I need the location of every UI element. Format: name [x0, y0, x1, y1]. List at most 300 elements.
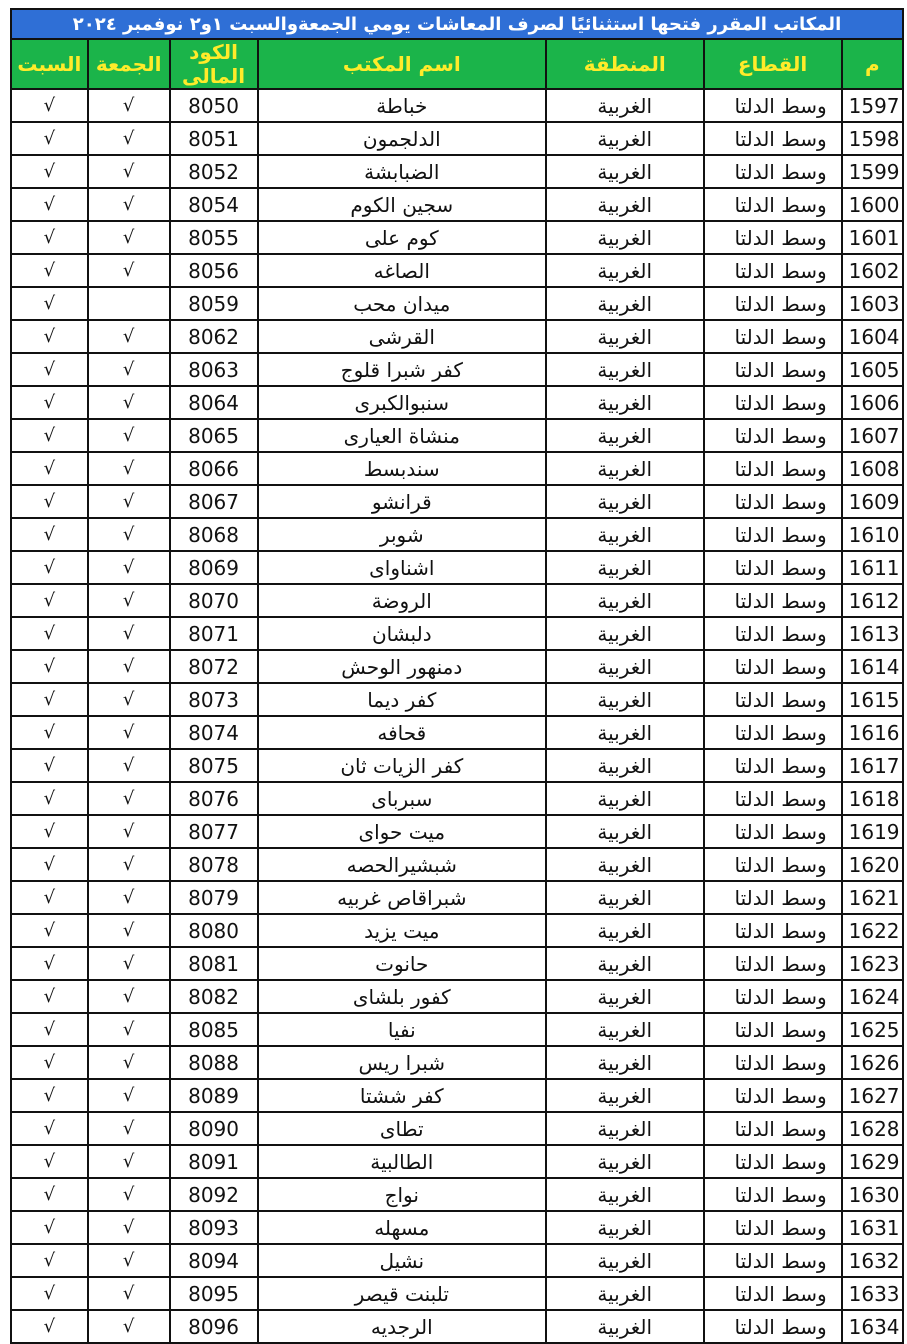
friday-check-cell: √	[88, 1211, 170, 1244]
region-cell: الغربية	[546, 485, 704, 518]
sector-cell: وسط الدلتا	[704, 320, 842, 353]
row-number: 1612	[842, 584, 903, 617]
sector-cell: وسط الدلتا	[704, 1112, 842, 1145]
region-cell: الغربية	[546, 188, 704, 221]
sector-cell: وسط الدلتا	[704, 1277, 842, 1310]
friday-check-cell: √	[88, 980, 170, 1013]
header-region: المنطقة	[546, 39, 704, 89]
office-name-cell: شبشيرالحصه	[258, 848, 546, 881]
region-cell: الغربية	[546, 1211, 704, 1244]
sector-cell: وسط الدلتا	[704, 1046, 842, 1079]
sector-cell: وسط الدلتا	[704, 89, 842, 122]
row-number: 1617	[842, 749, 903, 782]
friday-check-cell: √	[88, 89, 170, 122]
table-row	[11, 188, 903, 221]
office-name-cell: ميت يزيد	[258, 914, 546, 947]
financial-code-cell: 8066	[170, 452, 258, 485]
region-cell: الغربية	[546, 1046, 704, 1079]
sector-cell: وسط الدلتا	[704, 617, 842, 650]
sector-cell: وسط الدلتا	[704, 716, 842, 749]
office-name-cell: الطالبية	[258, 1145, 546, 1178]
region-cell: الغربية	[546, 1310, 704, 1343]
saturday-check-cell: √	[11, 980, 88, 1013]
row-number: 1622	[842, 914, 903, 947]
region-cell: الغربية	[546, 1145, 704, 1178]
header-row	[11, 39, 903, 89]
friday-check-cell: √	[88, 155, 170, 188]
sector-cell: وسط الدلتا	[704, 188, 842, 221]
table-row	[11, 1112, 903, 1145]
row-number: 1633	[842, 1277, 903, 1310]
table-body	[11, 89, 903, 1343]
row-number: 1606	[842, 386, 903, 419]
table-row	[11, 1277, 903, 1310]
financial-code-cell: 8052	[170, 155, 258, 188]
friday-check-cell: √	[88, 1112, 170, 1145]
region-cell: الغربية	[546, 89, 704, 122]
financial-code-cell: 8063	[170, 353, 258, 386]
office-name-cell: كفر الزيات ثان	[258, 749, 546, 782]
office-name-cell: كفور بلشاى	[258, 980, 546, 1013]
row-number: 1626	[842, 1046, 903, 1079]
financial-code-cell: 8078	[170, 848, 258, 881]
header-friday: الجمعة	[88, 39, 170, 89]
table-row	[11, 452, 903, 485]
table-row	[11, 1244, 903, 1277]
financial-code-cell: 8090	[170, 1112, 258, 1145]
table-row	[11, 980, 903, 1013]
saturday-check-cell: √	[11, 188, 88, 221]
office-name-cell: اشناواى	[258, 551, 546, 584]
financial-code-cell: 8095	[170, 1277, 258, 1310]
saturday-check-cell: √	[11, 1211, 88, 1244]
row-number: 1608	[842, 452, 903, 485]
region-cell: الغربية	[546, 518, 704, 551]
financial-code-cell: 8089	[170, 1079, 258, 1112]
saturday-check-cell: √	[11, 848, 88, 881]
financial-code-cell: 8070	[170, 584, 258, 617]
region-cell: الغربية	[546, 1244, 704, 1277]
row-number: 1619	[842, 815, 903, 848]
header-saturday: السبت	[11, 39, 88, 89]
sector-cell: وسط الدلتا	[704, 1211, 842, 1244]
table-row	[11, 155, 903, 188]
financial-code-cell: 8085	[170, 1013, 258, 1046]
friday-check-cell: √	[88, 584, 170, 617]
region-cell: الغربية	[546, 287, 704, 320]
financial-code-cell: 8077	[170, 815, 258, 848]
table-row	[11, 782, 903, 815]
financial-code-cell: 8059	[170, 287, 258, 320]
office-name-cell: الضبابشة	[258, 155, 546, 188]
row-number: 1615	[842, 683, 903, 716]
row-number: 1610	[842, 518, 903, 551]
friday-check-cell: √	[88, 320, 170, 353]
friday-check-cell: √	[88, 716, 170, 749]
friday-check-cell: √	[88, 617, 170, 650]
saturday-check-cell: √	[11, 1013, 88, 1046]
table-row	[11, 1178, 903, 1211]
office-name-cell: كوم على	[258, 221, 546, 254]
table-row	[11, 254, 903, 287]
row-number: 1605	[842, 353, 903, 386]
row-number: 1631	[842, 1211, 903, 1244]
table-row	[11, 815, 903, 848]
financial-code-cell: 8076	[170, 782, 258, 815]
financial-code-cell: 8071	[170, 617, 258, 650]
row-number: 1624	[842, 980, 903, 1013]
row-number: 1614	[842, 650, 903, 683]
row-number: 1629	[842, 1145, 903, 1178]
financial-code-cell: 8093	[170, 1211, 258, 1244]
saturday-check-cell: √	[11, 782, 88, 815]
header-sector: القطاع	[704, 39, 842, 89]
financial-code-cell: 8065	[170, 419, 258, 452]
office-name-cell: نشيل	[258, 1244, 546, 1277]
friday-check-cell: √	[88, 122, 170, 155]
office-name-cell: ميدان محب	[258, 287, 546, 320]
office-name-cell: نواج	[258, 1178, 546, 1211]
saturday-check-cell: √	[11, 947, 88, 980]
saturday-check-cell: √	[11, 221, 88, 254]
friday-check-cell: √	[88, 1046, 170, 1079]
row-number: 1604	[842, 320, 903, 353]
region-cell: الغربية	[546, 947, 704, 980]
financial-code-cell: 8081	[170, 947, 258, 980]
row-number: 1623	[842, 947, 903, 980]
header-code: الكود المالى	[170, 39, 258, 89]
table-row	[11, 287, 903, 320]
financial-code-cell: 8064	[170, 386, 258, 419]
table-row	[11, 419, 903, 452]
saturday-check-cell: √	[11, 584, 88, 617]
friday-check-cell: √	[88, 188, 170, 221]
financial-code-cell: 8051	[170, 122, 258, 155]
table-row	[11, 485, 903, 518]
sector-cell: وسط الدلتا	[704, 650, 842, 683]
office-name-cell: كفر شبرا قلوج	[258, 353, 546, 386]
region-cell: الغربية	[546, 320, 704, 353]
friday-check-cell: √	[88, 1178, 170, 1211]
table-row	[11, 122, 903, 155]
saturday-check-cell: √	[11, 1079, 88, 1112]
financial-code-cell: 8054	[170, 188, 258, 221]
sector-cell: وسط الدلتا	[704, 155, 842, 188]
region-cell: الغربية	[546, 419, 704, 452]
friday-check-cell: √	[88, 353, 170, 386]
friday-check-cell: √	[88, 881, 170, 914]
table-row	[11, 848, 903, 881]
region-cell: الغربية	[546, 782, 704, 815]
sector-cell: وسط الدلتا	[704, 518, 842, 551]
friday-check-cell: √	[88, 650, 170, 683]
office-name-cell: سندبسط	[258, 452, 546, 485]
region-cell: الغربية	[546, 584, 704, 617]
saturday-check-cell: √	[11, 386, 88, 419]
financial-code-cell: 8067	[170, 485, 258, 518]
office-name-cell: سنبوالكبرى	[258, 386, 546, 419]
saturday-check-cell: √	[11, 749, 88, 782]
office-name-cell: الروضة	[258, 584, 546, 617]
office-name-cell: الرجديه	[258, 1310, 546, 1343]
saturday-check-cell: √	[11, 1046, 88, 1079]
region-cell: الغربية	[546, 386, 704, 419]
sector-cell: وسط الدلتا	[704, 1013, 842, 1046]
table-row	[11, 749, 903, 782]
financial-code-cell: 8075	[170, 749, 258, 782]
row-number: 1634	[842, 1310, 903, 1343]
table-row	[11, 89, 903, 122]
financial-code-cell: 8082	[170, 980, 258, 1013]
financial-code-cell: 8088	[170, 1046, 258, 1079]
financial-code-cell: 8072	[170, 650, 258, 683]
sector-cell: وسط الدلتا	[704, 980, 842, 1013]
table-row	[11, 1079, 903, 1112]
row-number: 1611	[842, 551, 903, 584]
saturday-check-cell: √	[11, 650, 88, 683]
sector-cell: وسط الدلتا	[704, 815, 842, 848]
sector-cell: وسط الدلتا	[704, 1244, 842, 1277]
row-number: 1618	[842, 782, 903, 815]
financial-code-cell: 8056	[170, 254, 258, 287]
offices-table	[10, 38, 904, 1344]
office-name-cell: نفيا	[258, 1013, 546, 1046]
sector-cell: وسط الدلتا	[704, 254, 842, 287]
table-row	[11, 716, 903, 749]
sector-cell: وسط الدلتا	[704, 584, 842, 617]
row-number: 1602	[842, 254, 903, 287]
saturday-check-cell: √	[11, 716, 88, 749]
saturday-check-cell: √	[11, 419, 88, 452]
financial-code-cell: 8092	[170, 1178, 258, 1211]
row-number: 1603	[842, 287, 903, 320]
friday-check-cell: √	[88, 551, 170, 584]
region-cell: الغربية	[546, 1178, 704, 1211]
saturday-check-cell: √	[11, 1145, 88, 1178]
sector-cell: وسط الدلتا	[704, 1079, 842, 1112]
saturday-check-cell: √	[11, 287, 88, 320]
sector-cell: وسط الدلتا	[704, 782, 842, 815]
table-row	[11, 584, 903, 617]
saturday-check-cell: √	[11, 254, 88, 287]
region-cell: الغربية	[546, 980, 704, 1013]
row-number: 1600	[842, 188, 903, 221]
friday-check-cell: √	[88, 1145, 170, 1178]
saturday-check-cell: √	[11, 815, 88, 848]
saturday-check-cell: √	[11, 1112, 88, 1145]
region-cell: الغربية	[546, 1079, 704, 1112]
region-cell: الغربية	[546, 848, 704, 881]
friday-check-cell: √	[88, 683, 170, 716]
region-cell: الغربية	[546, 1013, 704, 1046]
friday-check-cell: √	[88, 254, 170, 287]
financial-code-cell: 8050	[170, 89, 258, 122]
saturday-check-cell: √	[11, 1178, 88, 1211]
saturday-check-cell: √	[11, 551, 88, 584]
friday-check-cell: √	[88, 749, 170, 782]
table-row	[11, 1013, 903, 1046]
financial-code-cell: 8062	[170, 320, 258, 353]
office-name-cell: مسهله	[258, 1211, 546, 1244]
saturday-check-cell: √	[11, 320, 88, 353]
table-row	[11, 551, 903, 584]
region-cell: الغربية	[546, 353, 704, 386]
table-row	[11, 221, 903, 254]
office-name-cell: كفر ديما	[258, 683, 546, 716]
sector-cell: وسط الدلتا	[704, 1178, 842, 1211]
office-name-cell: سبرباى	[258, 782, 546, 815]
region-cell: الغربية	[546, 122, 704, 155]
table-row	[11, 881, 903, 914]
saturday-check-cell: √	[11, 1310, 88, 1343]
sector-cell: وسط الدلتا	[704, 914, 842, 947]
saturday-check-cell: √	[11, 155, 88, 188]
office-name-cell: تطاى	[258, 1112, 546, 1145]
office-name-cell: كفر ششتا	[258, 1079, 546, 1112]
sector-cell: وسط الدلتا	[704, 881, 842, 914]
sector-cell: وسط الدلتا	[704, 551, 842, 584]
friday-check-cell: √	[88, 947, 170, 980]
region-cell: الغربية	[546, 155, 704, 188]
row-number: 1632	[842, 1244, 903, 1277]
region-cell: الغربية	[546, 551, 704, 584]
friday-check-cell: √	[88, 815, 170, 848]
sector-cell: وسط الدلتا	[704, 419, 842, 452]
offices-sheet	[10, 8, 904, 1344]
sector-cell: وسط الدلتا	[704, 947, 842, 980]
table-row	[11, 650, 903, 683]
region-cell: الغربية	[546, 716, 704, 749]
region-cell: الغربية	[546, 749, 704, 782]
row-number: 1601	[842, 221, 903, 254]
office-name-cell: خباطة	[258, 89, 546, 122]
sector-cell: وسط الدلتا	[704, 122, 842, 155]
office-name-cell: ميت حواى	[258, 815, 546, 848]
saturday-check-cell: √	[11, 485, 88, 518]
office-name-cell: منشاة العيارى	[258, 419, 546, 452]
region-cell: الغربية	[546, 1277, 704, 1310]
friday-check-cell: √	[88, 221, 170, 254]
financial-code-cell: 8096	[170, 1310, 258, 1343]
sector-cell: وسط الدلتا	[704, 749, 842, 782]
table-row	[11, 914, 903, 947]
region-cell: الغربية	[546, 617, 704, 650]
row-number: 1621	[842, 881, 903, 914]
row-number: 1607	[842, 419, 903, 452]
header-office: اسم المكتب	[258, 39, 546, 89]
financial-code-cell: 8069	[170, 551, 258, 584]
saturday-check-cell: √	[11, 122, 88, 155]
office-name-cell: سجين الكوم	[258, 188, 546, 221]
header-m: م	[842, 39, 903, 89]
friday-check-cell: √	[88, 518, 170, 551]
sector-cell: وسط الدلتا	[704, 485, 842, 518]
sector-cell: وسط الدلتا	[704, 287, 842, 320]
office-name-cell: قحافه	[258, 716, 546, 749]
sector-cell: وسط الدلتا	[704, 848, 842, 881]
region-cell: الغربية	[546, 221, 704, 254]
table-row	[11, 1310, 903, 1343]
row-number: 1609	[842, 485, 903, 518]
table-row	[11, 1145, 903, 1178]
friday-check-cell	[88, 287, 170, 320]
row-number: 1616	[842, 716, 903, 749]
friday-check-cell: √	[88, 782, 170, 815]
region-cell: الغربية	[546, 1112, 704, 1145]
sector-cell: وسط الدلتا	[704, 452, 842, 485]
office-name-cell: حانوت	[258, 947, 546, 980]
friday-check-cell: √	[88, 1277, 170, 1310]
office-name-cell: الدلجمون	[258, 122, 546, 155]
office-name-cell: تلبنت قيصر	[258, 1277, 546, 1310]
friday-check-cell: √	[88, 485, 170, 518]
friday-check-cell: √	[88, 419, 170, 452]
office-name-cell: قرانشو	[258, 485, 546, 518]
office-name-cell: القرشى	[258, 320, 546, 353]
friday-check-cell: √	[88, 1244, 170, 1277]
row-number: 1630	[842, 1178, 903, 1211]
row-number: 1625	[842, 1013, 903, 1046]
sector-cell: وسط الدلتا	[704, 353, 842, 386]
financial-code-cell: 8074	[170, 716, 258, 749]
row-number: 1598	[842, 122, 903, 155]
region-cell: الغربية	[546, 683, 704, 716]
region-cell: الغربية	[546, 815, 704, 848]
financial-code-cell: 8091	[170, 1145, 258, 1178]
saturday-check-cell: √	[11, 353, 88, 386]
financial-code-cell: 8080	[170, 914, 258, 947]
financial-code-cell: 8079	[170, 881, 258, 914]
saturday-check-cell: √	[11, 914, 88, 947]
region-cell: الغربية	[546, 254, 704, 287]
saturday-check-cell: √	[11, 89, 88, 122]
saturday-check-cell: √	[11, 881, 88, 914]
friday-check-cell: √	[88, 386, 170, 419]
table-row	[11, 386, 903, 419]
financial-code-cell: 8055	[170, 221, 258, 254]
saturday-check-cell: √	[11, 1277, 88, 1310]
office-name-cell: دمنهور الوحش	[258, 650, 546, 683]
table-row	[11, 518, 903, 551]
office-name-cell: شوبر	[258, 518, 546, 551]
table-row	[11, 353, 903, 386]
row-number: 1620	[842, 848, 903, 881]
row-number: 1613	[842, 617, 903, 650]
table-row	[11, 320, 903, 353]
friday-check-cell: √	[88, 914, 170, 947]
region-cell: الغربية	[546, 650, 704, 683]
region-cell: الغربية	[546, 914, 704, 947]
sector-cell: وسط الدلتا	[704, 1310, 842, 1343]
saturday-check-cell: √	[11, 518, 88, 551]
saturday-check-cell: √	[11, 1244, 88, 1277]
sheet-title: المكاتب المقرر فتحها استثنائيًا لصرف المعاشات يومي الجمعةوالسبت ١و٢ نوفمبر ٢٠٢٤	[10, 8, 904, 38]
row-number: 1628	[842, 1112, 903, 1145]
office-name-cell: شبراقاص غربيه	[258, 881, 546, 914]
friday-check-cell: √	[88, 452, 170, 485]
sector-cell: وسط الدلتا	[704, 1145, 842, 1178]
row-number: 1627	[842, 1079, 903, 1112]
sector-cell: وسط الدلتا	[704, 221, 842, 254]
friday-check-cell: √	[88, 1310, 170, 1343]
financial-code-cell: 8094	[170, 1244, 258, 1277]
office-name-cell: شبرا ريس	[258, 1046, 546, 1079]
table-row	[11, 617, 903, 650]
friday-check-cell: √	[88, 1013, 170, 1046]
friday-check-cell: √	[88, 1079, 170, 1112]
sector-cell: وسط الدلتا	[704, 386, 842, 419]
financial-code-cell: 8068	[170, 518, 258, 551]
